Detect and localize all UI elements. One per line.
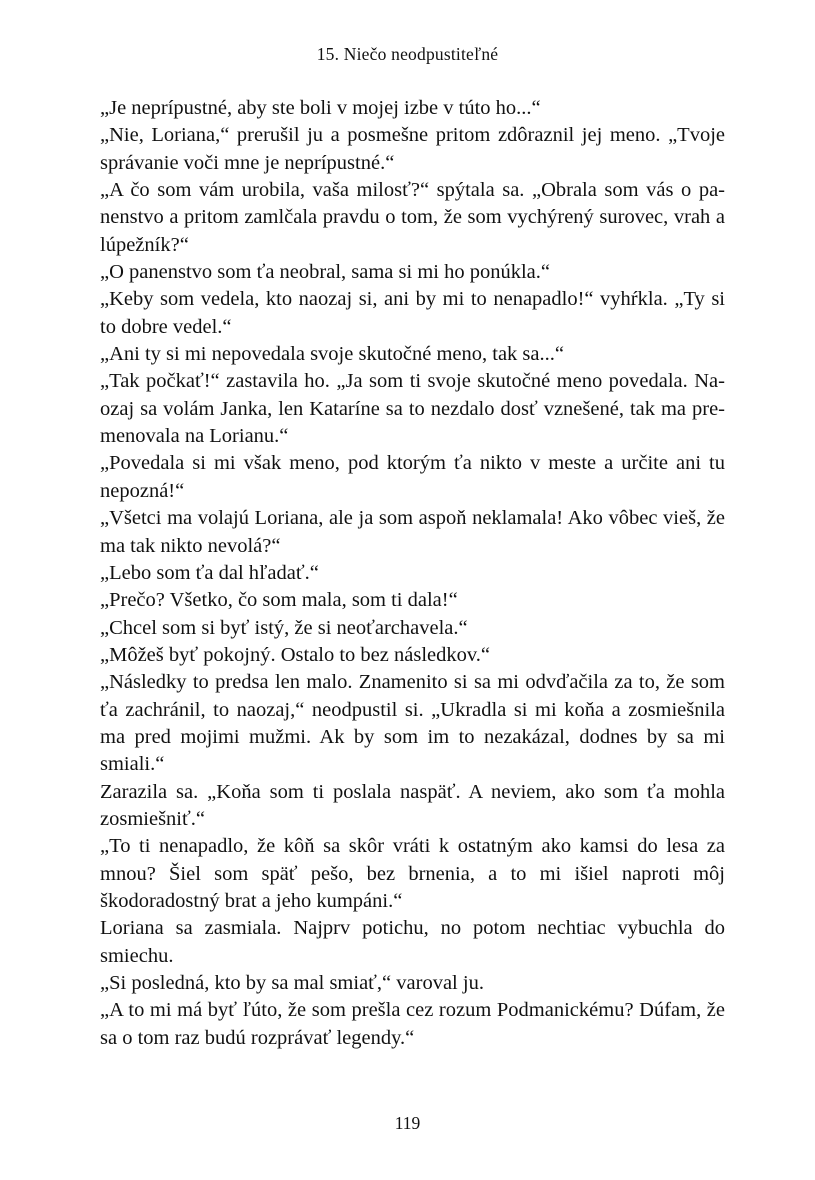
paragraph: „Všetci ma volajú Loriana, ale ja som aspoň neklamala! Ako vôbec vieš, že ma tak nikto nevolá?“ bbox=[100, 507, 725, 557]
paragraph: „A čo som vám urobila, vaša milosť?“ spýtala sa. „Obrala som vás o panenstvo a pritom zamlčala pravdu o tom, že som vychýrený surovec, vrah a lúpežník?“ bbox=[100, 179, 725, 256]
paragraph: „To ti nenapadlo, že kôň sa skôr vráti k ostatným ako kamsi do lesa za mnou? Šiel som späť pešo, bez brnenia, a to mi išiel naproti môj škodoradostný brat a jeho kumpáni.“ bbox=[100, 835, 725, 912]
paragraph: „Povedala si mi však meno, pod ktorým ťa nikto v meste a určite ani tu nepozná!“ bbox=[100, 452, 725, 502]
paragraph: Zarazila sa. „Koňa som ti poslala naspäť. A neviem, ako som ťa mohla zosmiešniť.“ bbox=[100, 780, 725, 830]
paragraph: „Je neprípustné, aby ste boli v mojej izbe v túto ho...“ bbox=[100, 97, 541, 119]
paragraph: „Nie, Loriana,“ prerušil ju a posmešne pritom zdôraznil jej meno. „Tvoje správanie voči mne je neprípustné.“ bbox=[100, 124, 725, 174]
paragraph: „Chcel som si byť istý, že si neoťarchavela.“ bbox=[100, 616, 468, 639]
paragraph: „Tak počkať!“ zastavila ho. „Ja som ti svoje skutočné meno povedala. Naozaj sa volám Janka, len Kataríne sa to nezdalo dosť vznešené, tak ma premenovala na Lorianu.“ bbox=[100, 370, 725, 448]
paragraph: „Lebo som ťa dal hľadať.“ bbox=[100, 561, 319, 584]
page-number: 119 bbox=[394, 1113, 421, 1133]
body-text bbox=[100, 95, 725, 1052]
paragraph: „Môžeš byť pokojný. Ostalo to bez následkov.“ bbox=[100, 643, 491, 666]
paragraph: „Ani ty si mi nepovedala svoje skutočné meno, tak sa...“ bbox=[100, 343, 564, 366]
paragraph: „Následky to predsa len malo. Znamenito si sa mi odvďačila za to, že som ťa zachránil, to naozaj,“ neodpustil si. „Ukradla si mi koňa a zosmiešnila ma pred mojimi mužmi. Ak by som im to nezakázal, dodnes by sa mi smiali.“ bbox=[100, 671, 725, 776]
paragraph: „O panenstvo som ťa neobral, sama si mi ho ponúkla.“ bbox=[100, 261, 550, 284]
paragraph: „A to mi má byť ľúto, že som prešla cez rozum Podmanickému? Dúfam, že sa o tom raz budú rozprávať legendy.“ bbox=[100, 999, 725, 1049]
paragraph: Loriana sa zasmiala. Najprv potichu, no potom nechtiac vybuchla do smiechu. bbox=[100, 917, 725, 967]
paragraph: „Keby som vedela, kto naozaj si, ani by mi to nenapadlo!“ vyhŕkla. „Ty si to dobre vedel.“ bbox=[100, 288, 725, 338]
paragraph: „Prečo? Všetko, čo som mala, som ti dala!“ bbox=[100, 589, 458, 612]
paragraph: „Si posledná, kto by sa mal smiať,“ varoval ju. bbox=[100, 972, 484, 994]
running-head: 15. Niečo neodpustiteľné bbox=[316, 44, 499, 64]
